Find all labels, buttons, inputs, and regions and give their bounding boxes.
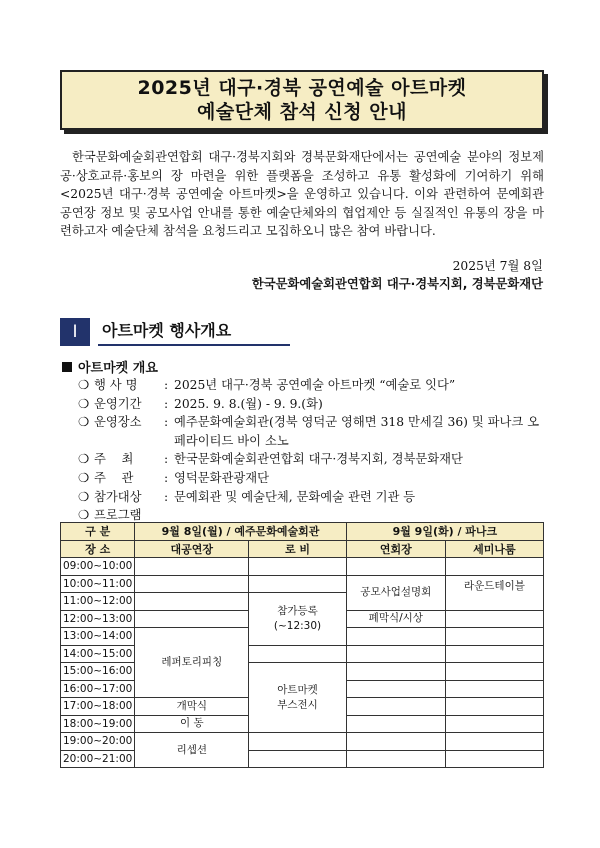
subsection-heading: [62, 357, 158, 376]
header-cell: 세미나룸: [445, 540, 543, 558]
header-cell: 연회장: [346, 540, 445, 558]
header-cell: 로 비: [249, 540, 347, 558]
header-day2: 9월 9일(화) / 파나크: [346, 523, 543, 541]
briefing-cell: 공모사업설명회: [346, 575, 445, 610]
intro-paragraph: 한국문화예술회관연합회 대구·경북지회와 경북문화재단에서는 공연예술 분야의 정보제공·상호교류·홍보의 장 마련을 위한 플랫폼을 조성하고 유통 활성화에 기여하기 위해 <2025년 대구·경북 공연예술 아트마켓>을 운영하고 있습니다. 이와 관련하여 문예회관 공연장 정보 및 공모사업 안내를 통한 예술단체와의 협업제안 등 실질적인 유통의 장을 마련하고자 예술단체 참석을 요청드리고 모집하오니 많은 참여 바랍니다.: [60, 150, 544, 239]
item-key: 참가대상: [94, 489, 142, 504]
table-row: [61, 733, 544, 751]
item-value: 한국문화예술회관연합회 대구·경북지회, 경북문화재단: [174, 452, 463, 467]
time-cell: 14:00~15:00: [61, 645, 135, 663]
reception-cell: 리셉션: [135, 733, 249, 768]
registration-note: (~12:30): [273, 619, 322, 632]
time-cell: 16:00~17:00: [61, 680, 135, 698]
booth-line-2: 부스전시: [277, 698, 318, 711]
list-item: ❍ 참가대상 : 문예회관 및 예술단체, 문화예술 관련 기관 등: [78, 488, 548, 507]
item-key: 프로그램: [94, 508, 142, 523]
title-box: [60, 70, 544, 130]
circle-bullet-icon: ❍: [78, 470, 90, 485]
roundtable-cell: 라운드테이블: [445, 575, 543, 610]
circle-bullet-icon: ❍: [78, 415, 90, 430]
list-item: ❍ 주 관 : 영덕문화관광재단: [78, 469, 548, 488]
header-cell: 대공연장: [135, 540, 249, 558]
time-cell: 19:00~20:00: [61, 733, 135, 751]
square-bullet-icon: [62, 362, 72, 372]
title-line-2: 예술단체 참석 신청 안내: [197, 101, 407, 123]
move-cell: 이 동: [135, 715, 249, 733]
circle-bullet-icon: ❍: [78, 508, 90, 523]
time-cell: 10:00~11:00: [61, 575, 135, 593]
list-item: ❍ 주 최 : 한국문화예술회관연합회 대구·경북지회, 경북문화재단: [78, 450, 548, 469]
registration-cell: [249, 593, 347, 646]
time-cell: 18:00~19:00: [61, 715, 135, 733]
time-cell: 12:00~13:00: [61, 610, 135, 628]
time-cell: 20:00~21:00: [61, 750, 135, 768]
document-date: 2025년 7월 8일: [452, 259, 543, 273]
item-value: 2025. 9. 8.(월) - 9. 9.(화): [174, 396, 323, 411]
circle-bullet-icon: ❍: [78, 378, 90, 392]
header-cell: 장 소: [61, 540, 135, 558]
table-row: [61, 558, 544, 576]
time-cell: 09:00~10:00: [61, 558, 135, 576]
circle-bullet-icon: ❍: [78, 396, 90, 411]
repertory-cell: 레퍼토리피칭: [135, 628, 249, 698]
overview-list: [78, 376, 548, 525]
circle-bullet-icon: ❍: [78, 452, 90, 467]
registration-label: 참가등록: [277, 604, 318, 617]
time-cell: 15:00~16:00: [61, 663, 135, 681]
item-key: 주 최: [94, 452, 134, 467]
booth-cell: [249, 663, 347, 733]
booth-line-1: 아트마켓: [277, 683, 318, 696]
item-key: 행 사 명: [94, 378, 138, 392]
table-row: [61, 750, 544, 768]
time-cell: 11:00~12:00: [61, 593, 135, 611]
table-row: [61, 645, 544, 663]
item-value: 영덕문화관광재단: [174, 470, 270, 485]
schedule-table: [60, 522, 544, 768]
section-number: Ⅰ: [60, 318, 90, 346]
list-item: ❍ 운영기간 : 2025. 9. 8.(월) - 9. 9.(화): [78, 395, 548, 414]
table-row: [61, 575, 544, 593]
table-row: [61, 663, 544, 681]
list-item: ❍ 행 사 명 : 2025년 대구·경북 공연예술 아트마켓 “예술로 잇다”: [78, 376, 548, 395]
item-value: 예주문화예술회관(경북 영덕군 영해면 318 만세길 36) 및 파나크 오페라이티드 바이 소노: [174, 415, 540, 448]
item-key: 주 관: [94, 470, 134, 485]
item-key: 운영기간: [94, 396, 142, 411]
header-day1: 9월 8일(월) / 예주문화예술회관: [135, 523, 346, 541]
section-title: 아트마켓 행사개요: [98, 318, 290, 346]
table-header-row: [61, 540, 544, 558]
item-value: 문예회관 및 예술단체, 문화예술 관련 기관 등: [174, 489, 416, 504]
closing-cell: 폐막식/시상: [346, 610, 445, 628]
table-header-row: [61, 523, 544, 541]
time-cell: 17:00~18:00: [61, 698, 135, 716]
item-key: 운영장소: [94, 415, 142, 430]
opening-cell: 개막식: [135, 698, 249, 716]
subsection-title: 아트마켓 개요: [78, 361, 158, 376]
section-heading: [60, 318, 286, 346]
list-item: ❍ 운영장소 : 예주문화예술회관(경북 영덕군 영해면 318 만세길 36) 및 파나크 오페라이티드 바이 소노: [78, 413, 548, 450]
title-line-1: 2025년 대구·경북 공연예술 아트마켓: [137, 77, 467, 99]
item-value: 2025년 대구·경북 공연예술 아트마켓 “예술로 잇다”: [174, 378, 456, 392]
circle-bullet-icon: ❍: [78, 489, 90, 504]
time-cell: 13:00~14:00: [61, 628, 135, 646]
organizers: 한국문화예술회관연합회 대구·경북지회, 경북문화재단: [251, 277, 543, 291]
header-cell: 구 분: [61, 523, 135, 541]
